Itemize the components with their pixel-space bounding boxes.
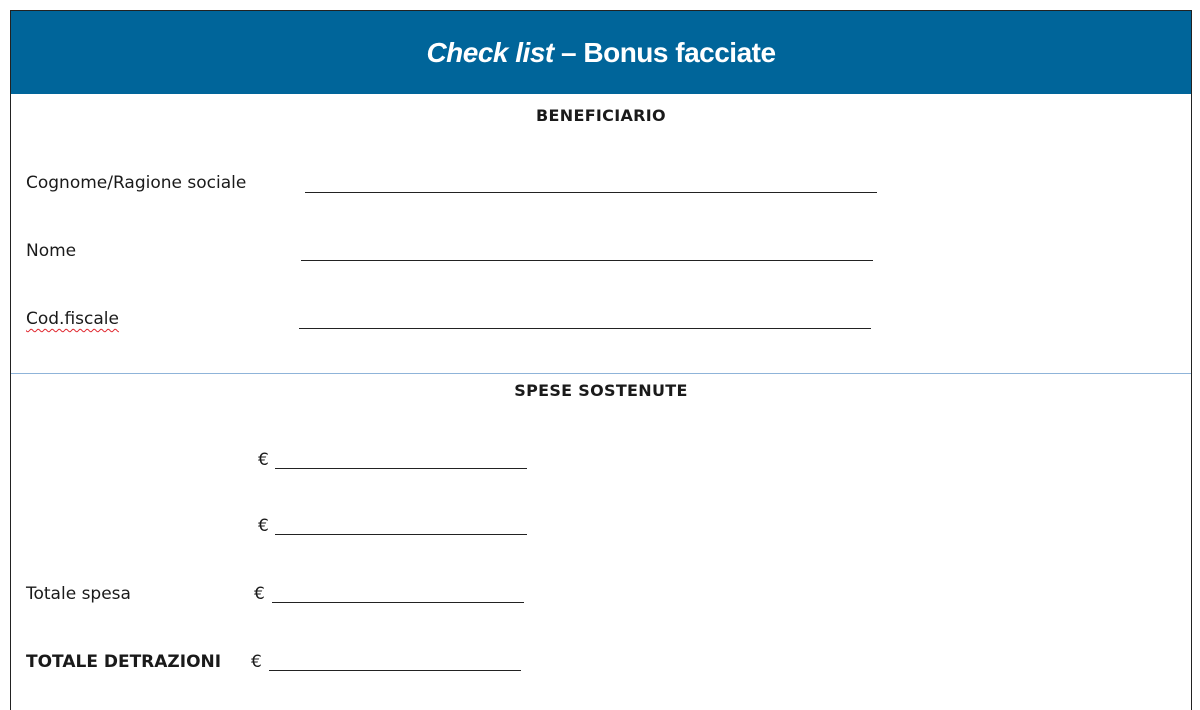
euro-symbol: € bbox=[254, 584, 265, 604]
form-title-bar bbox=[11, 11, 1191, 94]
label-totale-spesa: Totale spesa bbox=[26, 584, 131, 604]
totale-spesa-input-line[interactable] bbox=[272, 602, 524, 603]
field-label-nome: Nome bbox=[26, 241, 77, 261]
checklist-form bbox=[10, 10, 1192, 710]
section-title-beneficiario: BENEFICIARIO bbox=[536, 106, 666, 125]
totale-detrazioni-input-line[interactable] bbox=[269, 670, 521, 671]
spesa-2-input-line[interactable] bbox=[275, 534, 527, 535]
form-title-italic: Check list bbox=[426, 36, 554, 68]
euro-symbol: € bbox=[258, 450, 269, 470]
cognome-input-line[interactable] bbox=[305, 192, 877, 193]
section-beneficiario bbox=[11, 94, 1191, 374]
field-label-cognome: Cognome/Ragione sociale bbox=[26, 173, 247, 193]
euro-symbol: € bbox=[258, 516, 269, 536]
euro-symbol: € bbox=[251, 652, 262, 672]
section-title-spese: SPESE SOSTENUTE bbox=[514, 381, 688, 400]
field-label-codfiscale: Cod.fiscale bbox=[26, 309, 119, 329]
spesa-1-input-line[interactable] bbox=[275, 468, 527, 469]
nome-input-line[interactable] bbox=[301, 260, 873, 261]
label-totale-detrazioni: TOTALE DETRAZIONI bbox=[26, 652, 222, 672]
form-title-rest: – Bonus facciate bbox=[553, 36, 776, 68]
codfiscale-input-line[interactable] bbox=[299, 328, 871, 329]
